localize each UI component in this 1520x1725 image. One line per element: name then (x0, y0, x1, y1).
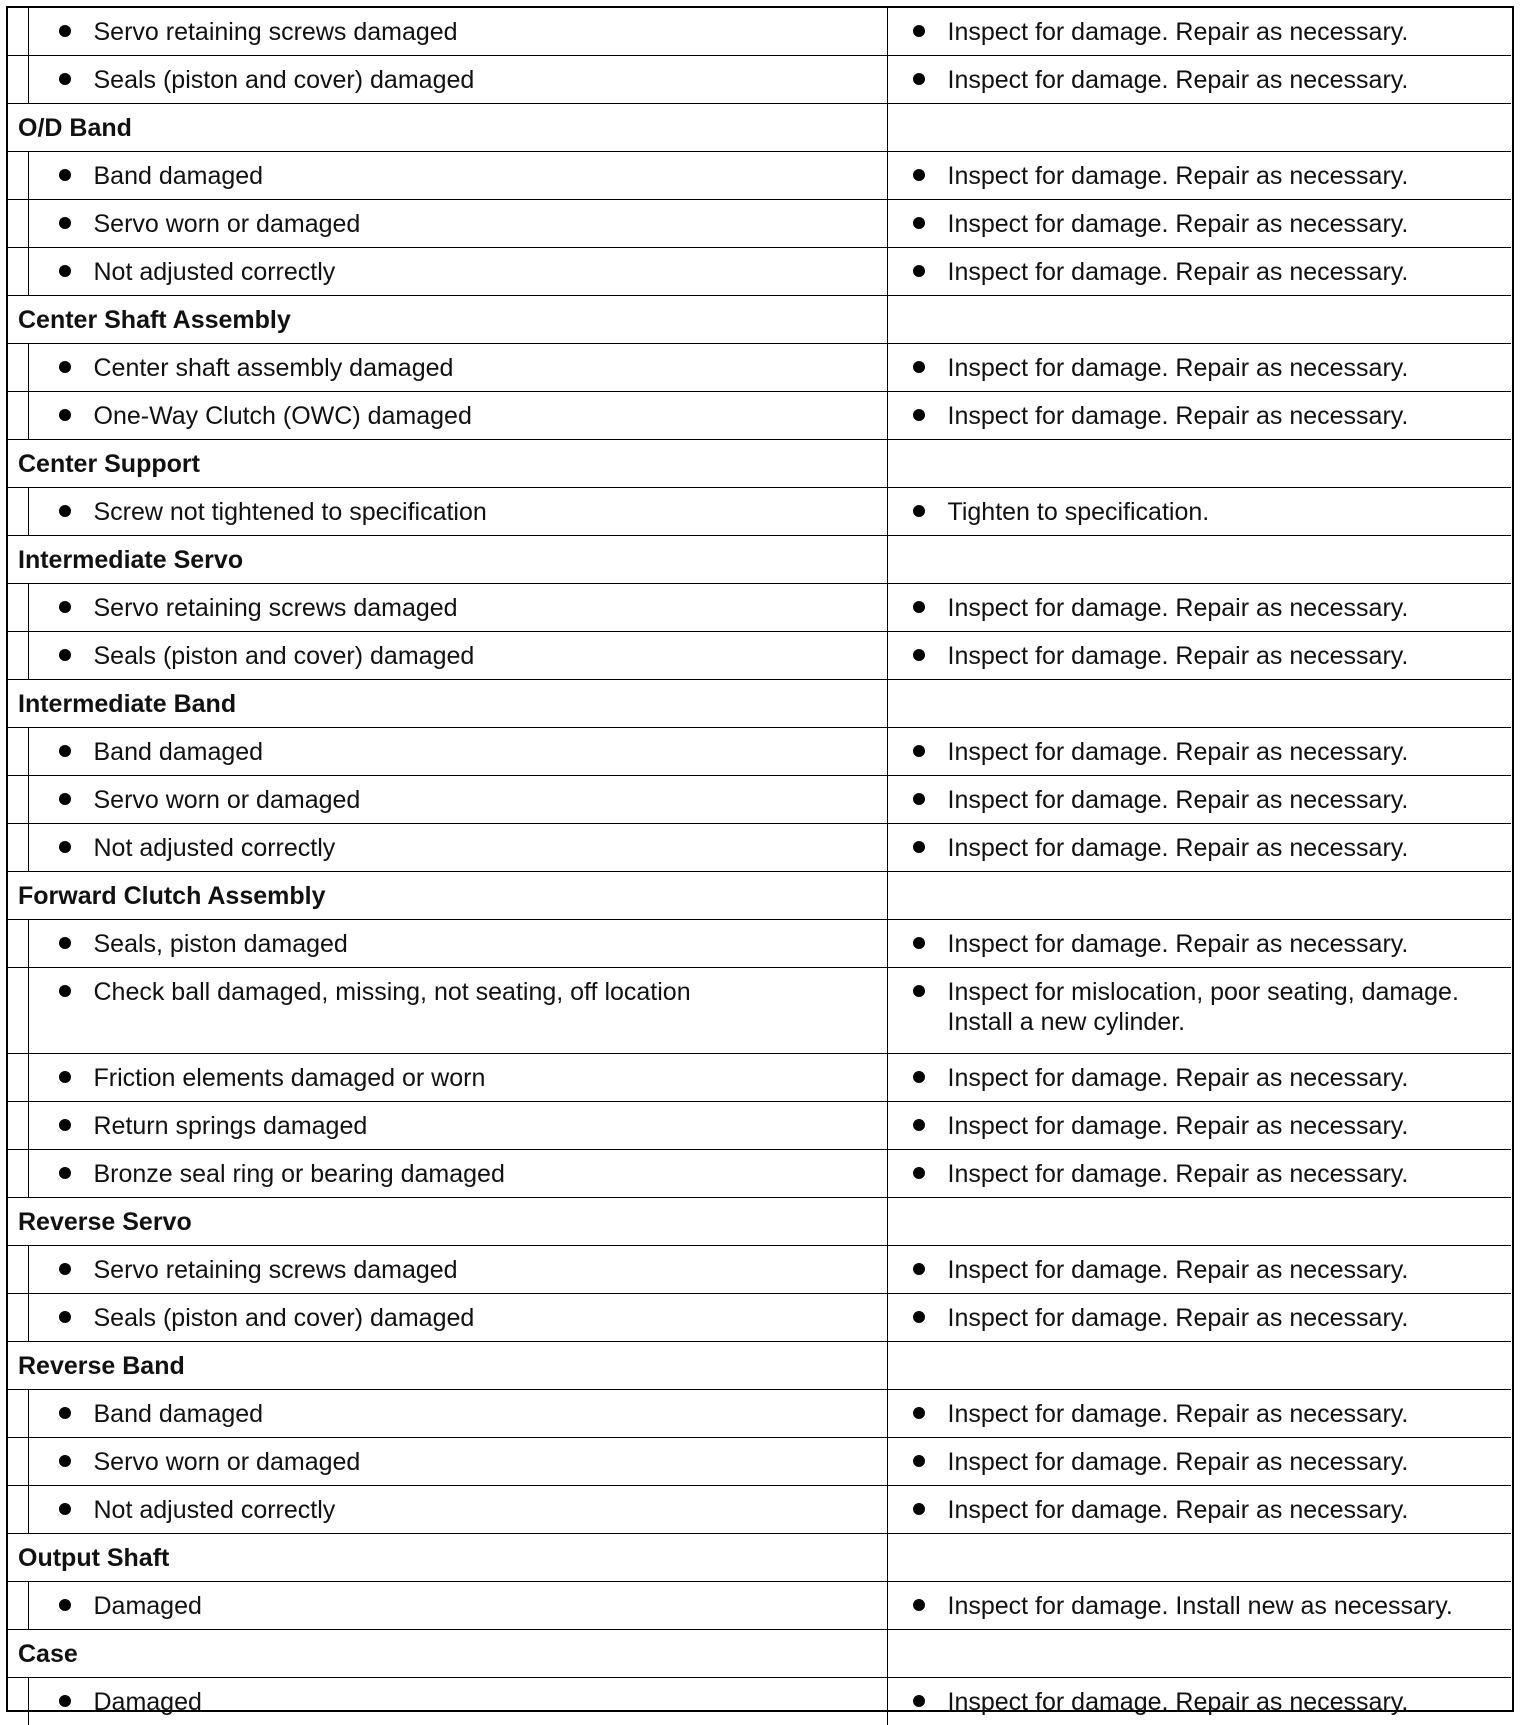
condition-text: Return springs damaged (29, 1111, 887, 1141)
action-text: Inspect for damage. Repair as necessary. (888, 641, 1512, 671)
action-cell (887, 152, 1511, 200)
table-row (8, 968, 1511, 1054)
section-title: Intermediate Servo (8, 536, 887, 584)
bullet-icon (913, 1695, 925, 1707)
table-row (8, 1678, 1511, 1725)
row-indent-cell (8, 392, 28, 440)
bullet-icon (59, 649, 71, 661)
action-text: Inspect for damage. Install new as necessary. (888, 1591, 1512, 1621)
bullet-icon (59, 169, 71, 181)
bullet-icon (59, 1599, 71, 1611)
table-row (8, 344, 1511, 392)
section-title: Intermediate Band (8, 680, 887, 728)
action-text: Inspect for damage. Repair as necessary. (888, 17, 1512, 47)
bullet-icon (59, 937, 71, 949)
condition-cell (28, 728, 887, 776)
condition-text: Servo worn or damaged (29, 1447, 887, 1477)
row-indent-cell (8, 1678, 28, 1725)
condition-text: Seals (piston and cover) damaged (29, 641, 887, 671)
bullet-icon (59, 1311, 71, 1323)
condition-text: Not adjusted correctly (29, 833, 887, 863)
table-row (8, 152, 1511, 200)
action-cell (887, 920, 1511, 968)
condition-text: Servo retaining screws damaged (29, 17, 887, 47)
bullet-icon (913, 361, 925, 373)
section-title: Output Shaft (8, 1534, 887, 1582)
section-heading-row (8, 680, 1511, 728)
row-indent-cell (8, 1486, 28, 1534)
condition-text: One-Way Clutch (OWC) damaged (29, 401, 887, 431)
condition-cell (28, 152, 887, 200)
action-text: Inspect for damage. Repair as necessary. (888, 209, 1512, 239)
bullet-icon (59, 841, 71, 853)
bullet-icon (913, 1071, 925, 1083)
section-title: Center Support (8, 440, 887, 488)
table-row (8, 1246, 1511, 1294)
table-row (8, 392, 1511, 440)
action-cell (887, 1246, 1511, 1294)
table-row (8, 8, 1511, 56)
section-title: Center Shaft Assembly (8, 296, 887, 344)
diagnostic-table (8, 8, 1511, 1725)
section-heading-row (8, 440, 1511, 488)
action-cell (887, 248, 1511, 296)
condition-cell (28, 1438, 887, 1486)
action-cell (887, 488, 1511, 536)
action-cell (887, 344, 1511, 392)
action-cell (887, 776, 1511, 824)
bullet-icon (913, 1407, 925, 1419)
bullet-icon (59, 217, 71, 229)
action-cell (887, 1678, 1511, 1725)
bullet-icon (913, 841, 925, 853)
action-text: Inspect for damage. Repair as necessary. (888, 1399, 1512, 1429)
bullet-icon (59, 361, 71, 373)
table-row (8, 1486, 1511, 1534)
condition-text: Seals (piston and cover) damaged (29, 1303, 887, 1333)
action-cell (887, 1102, 1511, 1150)
condition-text: Center shaft assembly damaged (29, 353, 887, 383)
bullet-icon (59, 1407, 71, 1419)
action-text: Inspect for damage. Repair as necessary. (888, 785, 1512, 815)
action-text: Inspect for damage. Repair as necessary. (888, 65, 1512, 95)
action-cell (887, 584, 1511, 632)
table-row (8, 1150, 1511, 1198)
action-cell (887, 392, 1511, 440)
condition-cell (28, 488, 887, 536)
action-cell (887, 824, 1511, 872)
condition-text: Seals (piston and cover) damaged (29, 65, 887, 95)
table-row (8, 1102, 1511, 1150)
row-indent-cell (8, 1390, 28, 1438)
row-indent-cell (8, 1102, 28, 1150)
action-text: Inspect for damage. Repair as necessary. (888, 161, 1512, 191)
bullet-icon (913, 505, 925, 517)
row-indent-cell (8, 344, 28, 392)
bullet-icon (59, 505, 71, 517)
table-row (8, 728, 1511, 776)
row-indent-cell (8, 152, 28, 200)
table-row (8, 1390, 1511, 1438)
condition-cell (28, 1102, 887, 1150)
condition-text: Bronze seal ring or bearing damaged (29, 1159, 887, 1189)
action-text: Inspect for damage. Repair as necessary. (888, 737, 1512, 767)
condition-text: Servo retaining screws damaged (29, 593, 887, 623)
action-cell (887, 1054, 1511, 1102)
row-indent-cell (8, 1150, 28, 1198)
action-text: Inspect for damage. Repair as necessary. (888, 1447, 1512, 1477)
bullet-icon (913, 985, 925, 997)
row-indent-cell (8, 488, 28, 536)
table-row (8, 488, 1511, 536)
table-row (8, 1294, 1511, 1342)
section-heading-row (8, 872, 1511, 920)
action-cell (887, 728, 1511, 776)
bullet-icon (913, 1503, 925, 1515)
section-heading-blank-cell (887, 536, 1511, 584)
table-row (8, 1054, 1511, 1102)
table-row (8, 1582, 1511, 1630)
action-text: Inspect for damage. Repair as necessary. (888, 833, 1512, 863)
bullet-icon (913, 265, 925, 277)
row-indent-cell (8, 1582, 28, 1630)
condition-text: Servo worn or damaged (29, 785, 887, 815)
action-text: Inspect for damage. Repair as necessary. (888, 401, 1512, 431)
section-title: Forward Clutch Assembly (8, 872, 887, 920)
action-text: Inspect for mislocation, poor seating, damage. Install a new cylinder. (888, 977, 1512, 1037)
bullet-icon (59, 1455, 71, 1467)
action-text: Inspect for damage. Repair as necessary. (888, 1687, 1512, 1717)
section-heading-row (8, 1198, 1511, 1246)
bullet-icon (59, 1119, 71, 1131)
condition-cell (28, 584, 887, 632)
bullet-icon (913, 937, 925, 949)
bullet-icon (59, 793, 71, 805)
row-indent-cell (8, 632, 28, 680)
condition-cell (28, 776, 887, 824)
section-title: Case (8, 1630, 887, 1678)
action-text: Inspect for damage. Repair as necessary. (888, 929, 1512, 959)
bullet-icon (59, 25, 71, 37)
condition-text: Servo worn or damaged (29, 209, 887, 239)
action-text: Inspect for damage. Repair as necessary. (888, 593, 1512, 623)
table-row (8, 200, 1511, 248)
condition-cell (28, 8, 887, 56)
action-cell (887, 1150, 1511, 1198)
condition-cell (28, 200, 887, 248)
bullet-icon (59, 1167, 71, 1179)
section-heading-row (8, 1342, 1511, 1390)
bullet-icon (913, 649, 925, 661)
action-text: Inspect for damage. Repair as necessary. (888, 257, 1512, 287)
condition-cell (28, 344, 887, 392)
condition-text: Servo retaining screws damaged (29, 1255, 887, 1285)
section-title: Reverse Band (8, 1342, 887, 1390)
bullet-icon (59, 265, 71, 277)
action-cell (887, 1486, 1511, 1534)
action-cell (887, 1294, 1511, 1342)
action-cell (887, 8, 1511, 56)
action-text: Inspect for damage. Repair as necessary. (888, 1495, 1512, 1525)
table-row (8, 776, 1511, 824)
section-heading-blank-cell (887, 440, 1511, 488)
bullet-icon (913, 409, 925, 421)
condition-cell (28, 1054, 887, 1102)
bullet-icon (59, 745, 71, 757)
condition-cell (28, 1294, 887, 1342)
table-row (8, 248, 1511, 296)
section-heading-blank-cell (887, 1630, 1511, 1678)
table-row (8, 920, 1511, 968)
condition-cell (28, 1390, 887, 1438)
action-text: Inspect for damage. Repair as necessary. (888, 1111, 1512, 1141)
condition-cell (28, 920, 887, 968)
condition-text: Damaged (29, 1591, 887, 1621)
row-indent-cell (8, 248, 28, 296)
condition-text: Band damaged (29, 1399, 887, 1429)
section-heading-row (8, 1630, 1511, 1678)
bullet-icon (913, 1311, 925, 1323)
condition-cell (28, 824, 887, 872)
diagnostic-table-body (8, 8, 1511, 1725)
action-cell (887, 968, 1511, 1054)
condition-text: Not adjusted correctly (29, 1495, 887, 1525)
action-text: Inspect for damage. Repair as necessary. (888, 1255, 1512, 1285)
condition-cell (28, 1150, 887, 1198)
section-heading-blank-cell (887, 296, 1511, 344)
bullet-icon (913, 1167, 925, 1179)
bullet-icon (59, 601, 71, 613)
section-heading-blank-cell (887, 104, 1511, 152)
bullet-icon (913, 1263, 925, 1275)
bullet-icon (913, 1455, 925, 1467)
bullet-icon (913, 745, 925, 757)
action-cell (887, 1582, 1511, 1630)
condition-text: Band damaged (29, 737, 887, 767)
diagnostic-table-sheet (6, 6, 1514, 1712)
row-indent-cell (8, 1054, 28, 1102)
action-cell (887, 200, 1511, 248)
section-heading-blank-cell (887, 680, 1511, 728)
bullet-icon (59, 409, 71, 421)
table-row (8, 632, 1511, 680)
bullet-icon (913, 217, 925, 229)
row-indent-cell (8, 920, 28, 968)
section-title: Reverse Servo (8, 1198, 887, 1246)
condition-cell (28, 632, 887, 680)
section-heading-blank-cell (887, 872, 1511, 920)
bullet-icon (59, 1071, 71, 1083)
table-row (8, 56, 1511, 104)
action-cell (887, 56, 1511, 104)
action-text: Inspect for damage. Repair as necessary. (888, 353, 1512, 383)
section-heading-blank-cell (887, 1534, 1511, 1582)
bullet-icon (59, 1263, 71, 1275)
row-indent-cell (8, 8, 28, 56)
bullet-icon (59, 985, 71, 997)
row-indent-cell (8, 1438, 28, 1486)
bullet-icon (913, 1119, 925, 1131)
condition-cell (28, 56, 887, 104)
condition-text: Band damaged (29, 161, 887, 191)
table-row (8, 824, 1511, 872)
action-cell (887, 1390, 1511, 1438)
row-indent-cell (8, 584, 28, 632)
bullet-icon (913, 1599, 925, 1611)
action-text: Tighten to specification. (888, 497, 1512, 527)
section-heading-row (8, 104, 1511, 152)
bullet-icon (59, 73, 71, 85)
bullet-icon (913, 73, 925, 85)
section-heading-blank-cell (887, 1198, 1511, 1246)
bullet-icon (913, 25, 925, 37)
section-heading-blank-cell (887, 1342, 1511, 1390)
condition-cell (28, 1582, 887, 1630)
section-heading-row (8, 296, 1511, 344)
condition-text: Check ball damaged, missing, not seating, off location (29, 977, 887, 1007)
row-indent-cell (8, 56, 28, 104)
row-indent-cell (8, 824, 28, 872)
row-indent-cell (8, 1294, 28, 1342)
condition-cell (28, 248, 887, 296)
section-title: O/D Band (8, 104, 887, 152)
action-text: Inspect for damage. Repair as necessary. (888, 1159, 1512, 1189)
row-indent-cell (8, 968, 28, 1054)
condition-cell (28, 1246, 887, 1294)
bullet-icon (913, 601, 925, 613)
condition-text: Seals, piston damaged (29, 929, 887, 959)
bullet-icon (59, 1503, 71, 1515)
section-heading-row (8, 1534, 1511, 1582)
condition-text: Not adjusted correctly (29, 257, 887, 287)
condition-cell (28, 392, 887, 440)
condition-text: Screw not tightened to specification (29, 497, 887, 527)
action-cell (887, 632, 1511, 680)
condition-cell (28, 1678, 887, 1725)
condition-cell (28, 1486, 887, 1534)
action-text: Inspect for damage. Repair as necessary. (888, 1063, 1512, 1093)
condition-cell (28, 968, 887, 1054)
condition-text: Friction elements damaged or worn (29, 1063, 887, 1093)
row-indent-cell (8, 1246, 28, 1294)
action-cell (887, 1438, 1511, 1486)
bullet-icon (913, 793, 925, 805)
action-text: Inspect for damage. Repair as necessary. (888, 1303, 1512, 1333)
section-heading-row (8, 536, 1511, 584)
row-indent-cell (8, 776, 28, 824)
row-indent-cell (8, 728, 28, 776)
bullet-icon (59, 1695, 71, 1707)
bullet-icon (913, 169, 925, 181)
table-row (8, 1438, 1511, 1486)
table-row (8, 584, 1511, 632)
row-indent-cell (8, 200, 28, 248)
condition-text: Damaged (29, 1687, 887, 1717)
